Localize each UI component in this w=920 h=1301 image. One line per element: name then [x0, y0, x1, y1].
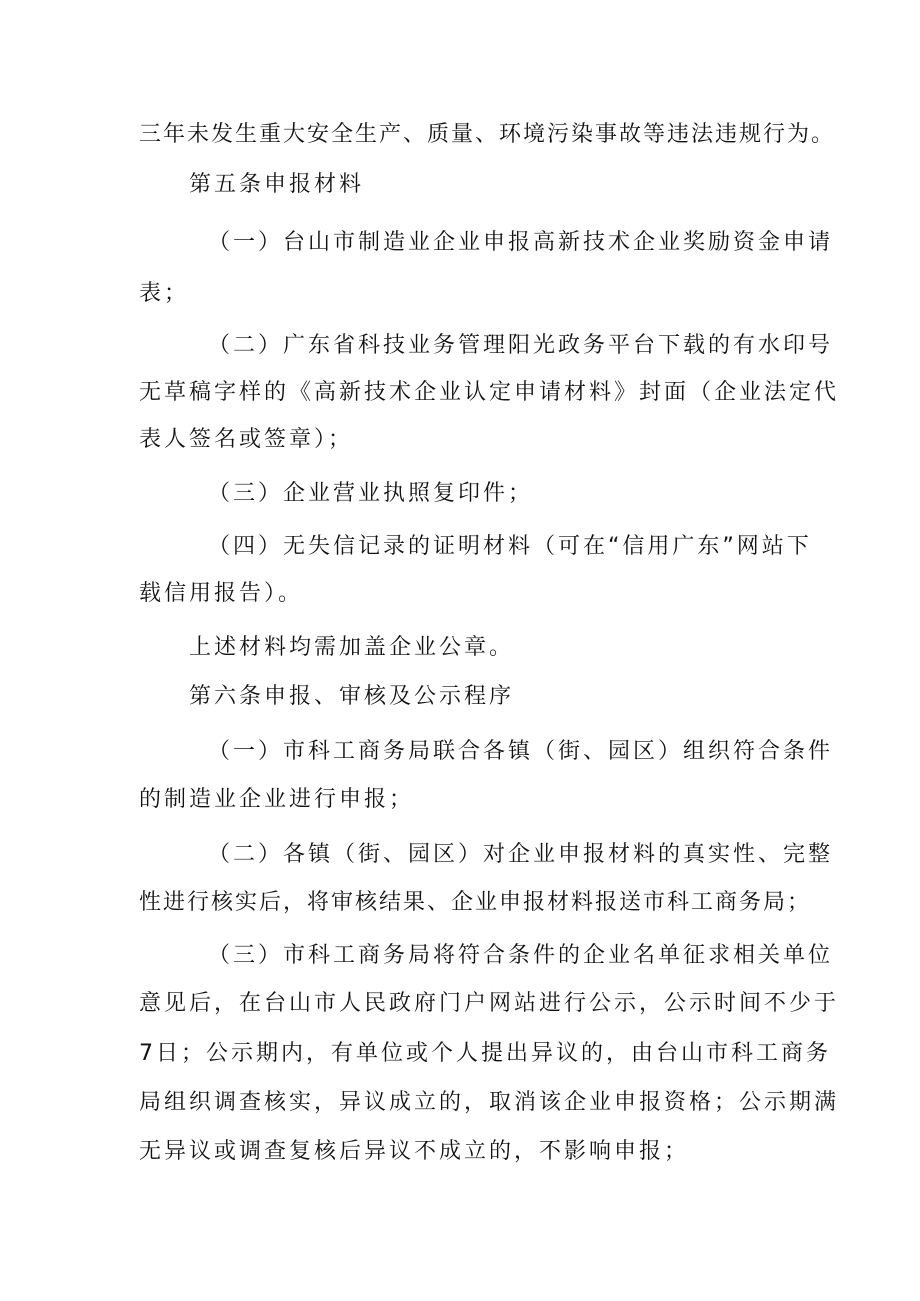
- text-line: 表；: [139, 281, 190, 306]
- text-line: （二）广东省科技业务管理阳光政务平台下载的有水印号: [208, 333, 834, 358]
- text-line: 无异议或调查复核后异议不成立的，不影响申报；: [139, 1139, 690, 1164]
- text-line: （二）各镇（街、园区）对企业申报材料的真实性、完整: [208, 842, 834, 867]
- text-line: 上述材料均需加盖企业公章。: [189, 635, 515, 660]
- text-line: （四）无失信记录的证明材料（可在“信用广东”网站下: [208, 534, 812, 559]
- text-line: 性进行核实后，将审核结果、企业申报材料报送市科工商务局；: [139, 890, 812, 915]
- text-line: 的制造业企业进行申报；: [139, 787, 415, 812]
- text-line: （三）市科工商务局将符合条件的企业名单征求相关单位: [208, 943, 834, 968]
- text-line: 7日；公示期内，有单位或个人提出异议的，由台山市科工商务: [139, 1041, 831, 1066]
- article-heading: 第六条申报、审核及公示程序: [189, 684, 515, 709]
- text-line: 表人签名或签章）；: [139, 427, 354, 452]
- text-line: 无草稿字样的《高新技术企业认定申请材料》封面（企业法定代: [139, 380, 840, 405]
- text-line: （三）企业营业执照复印件；: [208, 481, 534, 506]
- text-line: 局组织调查核实，异议成立的，取消该企业申报资格；公示期满: [139, 1090, 840, 1115]
- text-line: 意见后，在台山市人民政府门户网站进行公示，公示时间不少于: [139, 991, 840, 1016]
- article-heading: 第五条申报材料: [189, 172, 365, 197]
- text-line: 载信用报告）。: [139, 581, 304, 606]
- text-line: （一）台山市制造业企业申报高新技术企业奖励资金申请: [208, 230, 834, 255]
- text-line: 三年未发生重大安全生产、质量、环境污染事故等违法违规行为。: [139, 122, 836, 147]
- text-line: （一）市科工商务局联合各镇（街、园区）组织符合条件: [208, 739, 834, 764]
